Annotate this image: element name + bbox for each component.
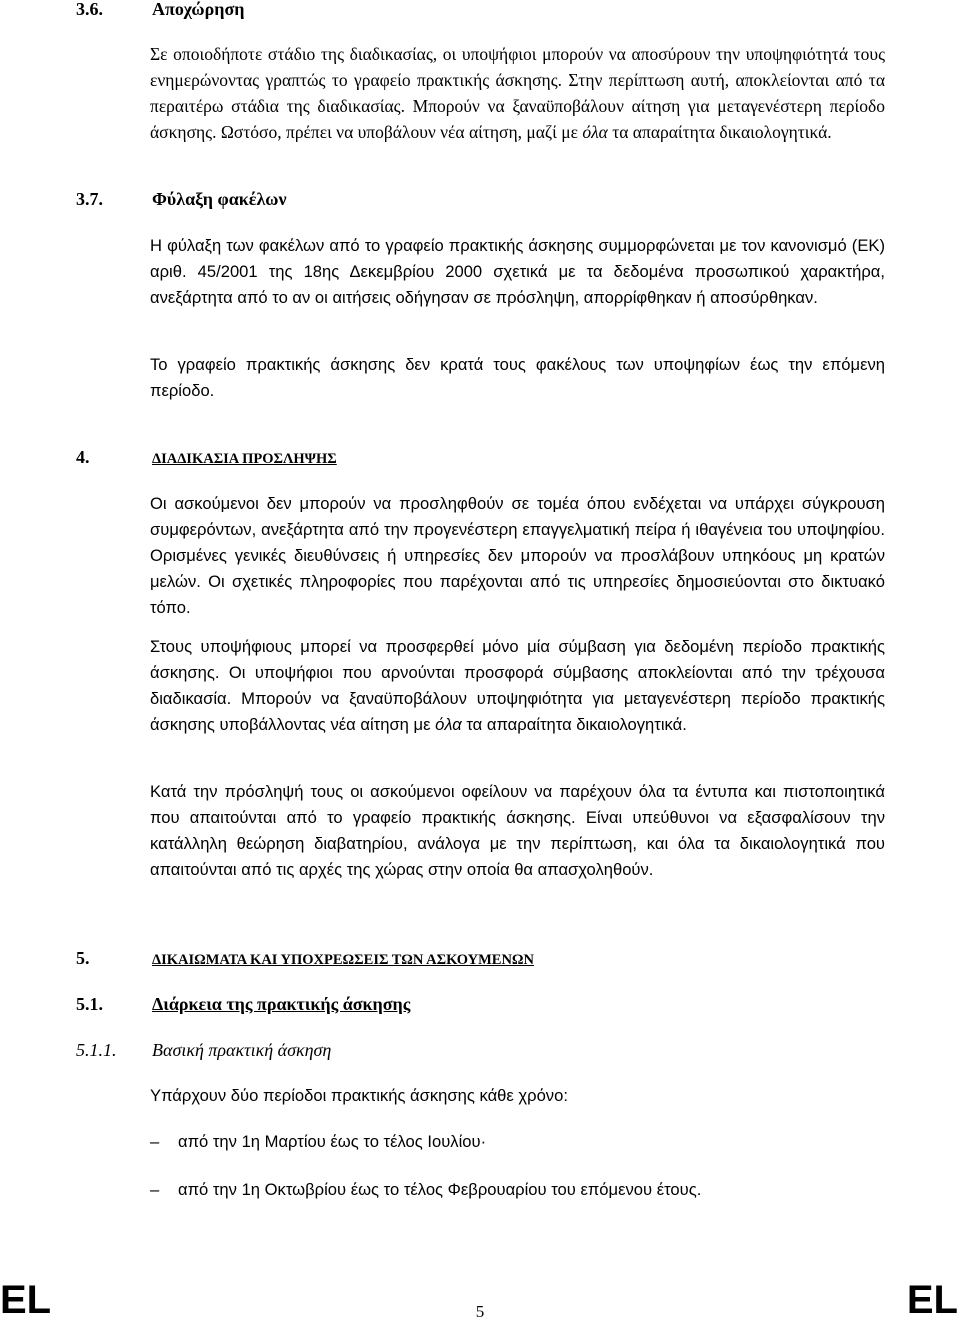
list-item: [150, 1177, 701, 1203]
heading-number: 5.1.1.: [76, 1040, 117, 1060]
heading-title: ΔΙΚΑΙΩΜΑΤΑ ΚΑΙ ΥΠΟΧΡΕΩΣΕΙΣ ΤΩΝ ΑΣΚΟΥΜΕΝΩΝ: [152, 952, 535, 968]
text-run: τα απαραίτητα δικαιολογητικά.: [461, 715, 687, 734]
dash-bullet: –: [150, 1180, 160, 1199]
heading-title: Βασική πρακτική άσκηση: [152, 1040, 332, 1060]
paragraph-periods-intro: Υπάρχουν δύο περίοδοι πρακτικής άσκησης κάθε χρόνο:: [150, 1086, 568, 1105]
dash-bullet: –: [150, 1132, 160, 1151]
heading-number: 3.6.: [76, 0, 103, 19]
page-number: 5: [475, 1302, 485, 1321]
heading-number: 3.7.: [76, 189, 103, 209]
heading-title: ΔΙΑΔΙΚΑΣΙΑ ΠΡΟΣΛΗΨΗΣ: [152, 451, 337, 467]
list-item-text: από την 1η Οκτωβρίου έως το τέλος Φεβρουαρίου του επόμενου έτους.: [178, 1180, 702, 1199]
paragraph-recruitment-documents: Κατά την πρόσληψή τους οι ασκούμενοι οφείλουν να παρέχουν όλα τα έντυπα και πιστοποιητικά που απαιτούνται από το γραφείο πρακτικής άσκησης. Είναι υπεύθυνοι να εξασφαλίσουν την κατάλληλη θεώρηση διαβατηρίου, ανάλογα με την περίπτωση, και όλα τα δικαιολογητικά που απαιτούνται από τις αρχές της χώρας στην οποία θα απασχοληθούν.: [150, 782, 885, 879]
heading-number: 5.1.: [76, 994, 103, 1014]
text-run: Σε οποιοδήποτε στάδιο της διαδικασίας, οι υποψήφιοι μπορούν να αποσύρουν την υποψηφιότητά τους ενημερώνοντας γραπτώς το γραφείο πρακτικής άσκησης. Στην περίπτωση αυτή, αποκλείονται από τα περαιτέρω στάδια της διαδικασίας. Μπορούν να ξαναϋποβάλουν αίτηση για μεταγενέστερη περίοδο άσκησης. Ωστόσο, πρέπει να υποβάλουν νέα αίτηση, μαζί με: [150, 44, 885, 142]
heading-3-7: [76, 188, 287, 210]
paragraph-conflict-of-interest: Οι ασκούμενοι δεν μπορούν να προσληφθούν σε τομέα όπου ενδέχεται να υπάρχει σύγκρουση συμφερόντων, ανεξάρτητα από την προγενέστερη επαγγελματική πείρα ή ιθαγένεια του υποψηφίου. Ορισμένες γενικές διευθύνσεις ή υπηρεσίες δεν μπορούν να προσλάβουν υπηκόους μη κρατών μελών. Οι σχετικές πληροφορίες που παρέχονται από τις υπηρεσίες δημοσιεύονται στο δικτυακό τόπο.: [150, 494, 885, 617]
heading-number: 4.: [76, 447, 90, 467]
heading-5-1-1: [76, 1039, 331, 1061]
heading-5: [76, 947, 534, 971]
heading-5-1: [76, 993, 410, 1015]
footer-language-left: EL: [0, 1278, 52, 1322]
heading-number: 5.: [76, 948, 90, 968]
paragraph-contract-offer: [150, 634, 885, 738]
italic-emphasis: όλα: [435, 715, 462, 734]
heading-title: Φύλαξη φακέλων: [152, 189, 287, 209]
paragraph-file-retention: Το γραφείο πρακτικής άσκησης δεν κρατά τους φακέλους των υποψηφίων έως την επόμενη περίοδο.: [150, 355, 885, 400]
heading-title: Αποχώρηση: [152, 0, 245, 19]
heading-4: [76, 446, 337, 470]
paragraph-file-storage: Η φύλαξη των φακέλων από το γραφείο πρακτικής άσκησης συμμορφώνεται με τον κανονισμό (ΕΚ) αριθ. 45/2001 της 18ης Δεκεμβρίου 2000 σχετικά με τα δεδομένα προσωπικού χαρακτήρα, ανεξάρτητα από το αν οι αιτήσεις οδήγησαν σε πρόσληψη, απορρίφθηκαν ή αποσύρθηκαν.: [150, 236, 885, 307]
paragraph-withdrawal: [150, 41, 885, 145]
text-run: τα απαραίτητα δικαιολογητικά.: [607, 122, 832, 142]
heading-title: Διάρκεια της πρακτικής άσκησης: [152, 994, 411, 1014]
italic-emphasis: όλα: [582, 122, 608, 142]
footer-language-right: EL: [906, 1278, 958, 1322]
list-item-text: από την 1η Μαρτίου έως το τέλος Ιουλίου·: [178, 1132, 487, 1151]
heading-3-6: [76, 0, 244, 20]
list-item: [150, 1129, 486, 1155]
text-run: Στους υποψήφιους μπορεί να προσφερθεί μόνο μία σύμβαση για δεδομένη περίοδο πρακτικής άσκησης. Οι υποψήφιοι που αρνούνται προσφορά σύμβασης αποκλείονται από την τρέχουσα διαδικασία. Μπορούν να ξαναϋποβάλουν υποψηφιότητα για μεταγενέστερη περίοδο πρακτικής άσκησης υποβάλλοντας νέα αίτηση με: [150, 637, 885, 734]
